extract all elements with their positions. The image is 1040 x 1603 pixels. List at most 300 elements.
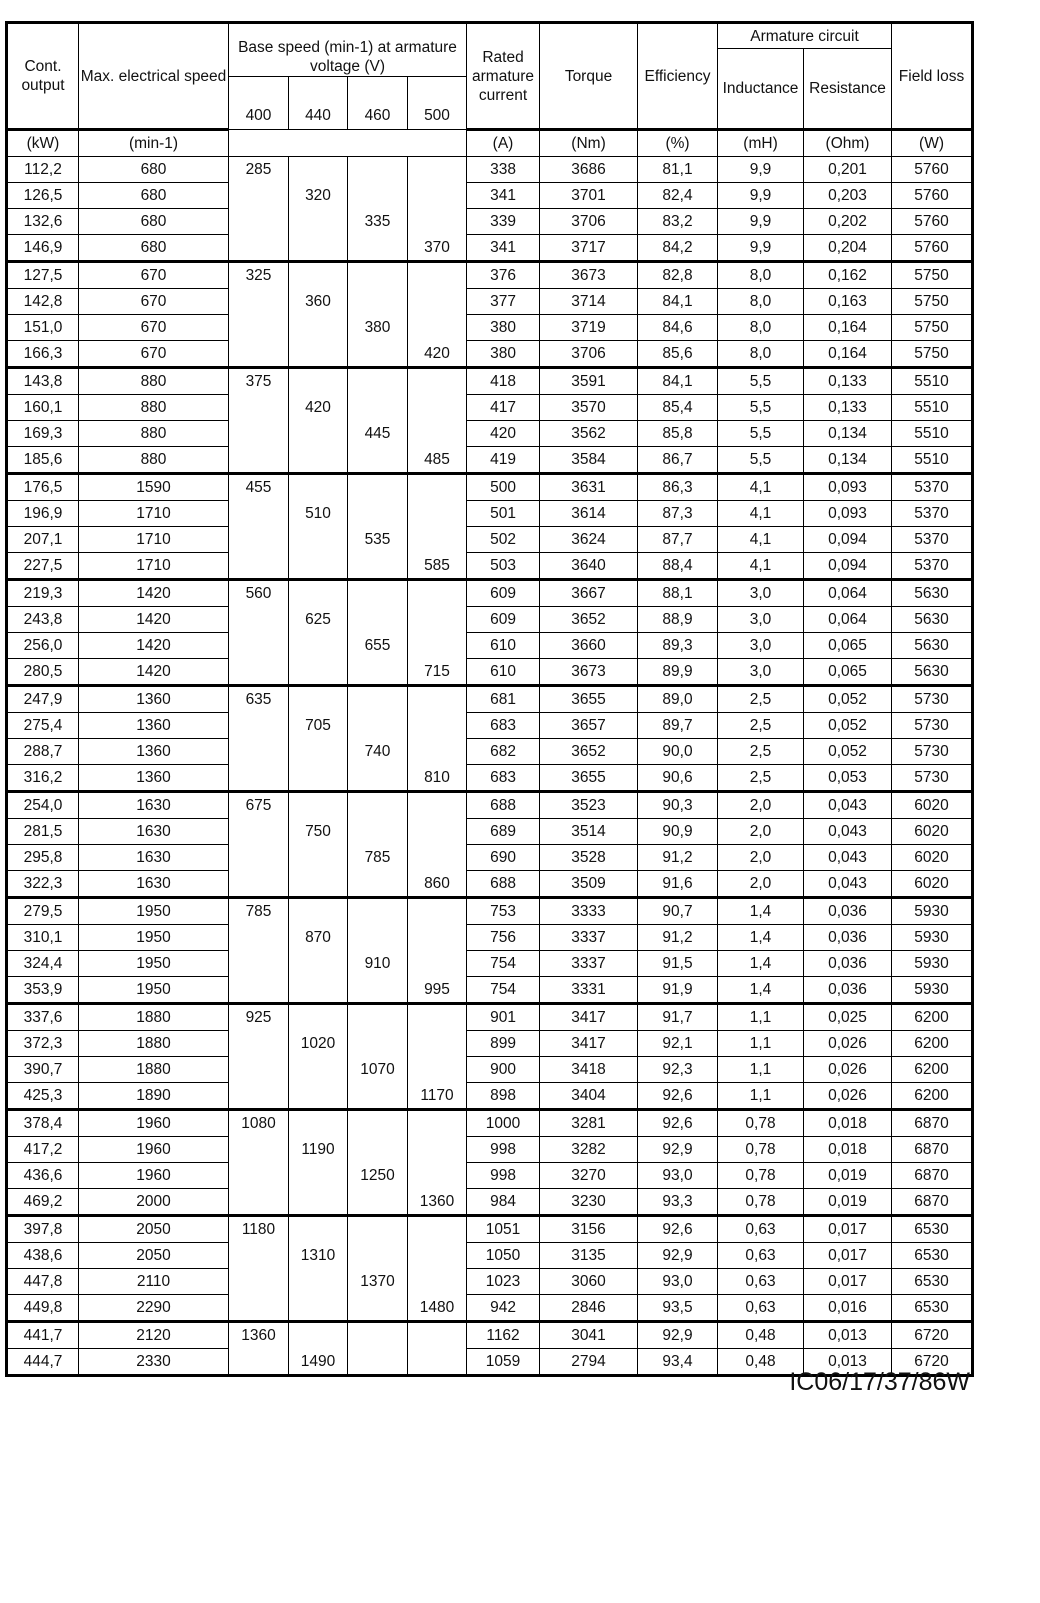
table-cell: 81,1: [638, 157, 718, 183]
table-cell: 5370: [892, 474, 973, 501]
table-cell: 3135: [540, 1243, 638, 1269]
table-row: [7, 1322, 973, 1349]
table-row: [7, 686, 973, 713]
unit-cell: (Ohm): [804, 130, 892, 157]
table-cell: 132,6: [7, 209, 79, 235]
table-cell: 93,4: [638, 1349, 718, 1376]
table-cell: 5930: [892, 951, 973, 977]
table-cell: 93,5: [638, 1295, 718, 1322]
table-cell: [408, 1163, 467, 1189]
table-cell: 6200: [892, 1004, 973, 1031]
table-cell: 142,8: [7, 289, 79, 315]
table-cell: [408, 395, 467, 421]
table-cell: [408, 739, 467, 765]
table-cell: [408, 421, 467, 447]
table-cell: 89,0: [638, 686, 718, 713]
table-cell: 151,0: [7, 315, 79, 341]
header-inductance: Inductance: [718, 49, 804, 130]
table-cell: 5630: [892, 580, 973, 607]
table-row: [7, 1137, 973, 1163]
table-cell: [348, 607, 408, 633]
table-cell: 425,3: [7, 1083, 79, 1110]
table-cell: 341: [467, 235, 540, 262]
table-cell: 585: [408, 553, 467, 580]
table-cell: 8,0: [718, 262, 804, 289]
table-cell: 418: [467, 368, 540, 395]
table-cell: 320: [289, 183, 348, 209]
table-cell: 335: [348, 209, 408, 235]
table-cell: 275,4: [7, 713, 79, 739]
table-cell: 5750: [892, 341, 973, 368]
table-cell: 3614: [540, 501, 638, 527]
table-cell: 279,5: [7, 898, 79, 925]
table-row: [7, 1189, 973, 1216]
table-cell: 160,1: [7, 395, 79, 421]
table-cell: [408, 527, 467, 553]
table-cell: 85,6: [638, 341, 718, 368]
table-cell: 90,7: [638, 898, 718, 925]
table-cell: 449,8: [7, 1295, 79, 1322]
table-row: [7, 819, 973, 845]
table-cell: [229, 633, 289, 659]
table-cell: 0,043: [804, 792, 892, 819]
table-cell: 880: [79, 447, 229, 474]
table-cell: [348, 871, 408, 898]
table-cell: 3591: [540, 368, 638, 395]
table-cell: [289, 1295, 348, 1322]
table-cell: 3,0: [718, 580, 804, 607]
table-cell: 810: [408, 765, 467, 792]
table-cell: 0,204: [804, 235, 892, 262]
table-cell: 1,4: [718, 925, 804, 951]
table-cell: [408, 183, 467, 209]
table-cell: [408, 845, 467, 871]
table-cell: 5750: [892, 262, 973, 289]
table-cell: 143,8: [7, 368, 79, 395]
table-cell: [348, 395, 408, 421]
table-cell: 984: [467, 1189, 540, 1216]
table-cell: 635: [229, 686, 289, 713]
table-cell: 0,163: [804, 289, 892, 315]
table-cell: 0,017: [804, 1243, 892, 1269]
table-cell: 0,78: [718, 1137, 804, 1163]
table-cell: [408, 792, 467, 819]
table-cell: 2,5: [718, 739, 804, 765]
table-cell: 88,4: [638, 553, 718, 580]
table-cell: [289, 977, 348, 1004]
table-cell: [229, 1083, 289, 1110]
table-cell: 0,48: [718, 1349, 804, 1376]
table-cell: 5370: [892, 501, 973, 527]
header-torque: Torque: [540, 23, 638, 130]
table-cell: 5730: [892, 713, 973, 739]
table-cell: [289, 262, 348, 289]
table-cell: 0,78: [718, 1163, 804, 1189]
table-cell: [408, 501, 467, 527]
table-cell: [348, 713, 408, 739]
table-cell: 750: [289, 819, 348, 845]
table-cell: [229, 421, 289, 447]
table-cell: 0,63: [718, 1269, 804, 1295]
table-cell: 3282: [540, 1137, 638, 1163]
table-cell: [229, 659, 289, 686]
header-field-loss: Field loss: [892, 23, 973, 130]
table-row: [7, 501, 973, 527]
table-cell: 740: [348, 739, 408, 765]
table-cell: [289, 1189, 348, 1216]
table-cell: 2290: [79, 1295, 229, 1322]
table-cell: [348, 977, 408, 1004]
table-cell: 84,1: [638, 289, 718, 315]
table-cell: 5730: [892, 686, 973, 713]
table-cell: [289, 527, 348, 553]
table-cell: 88,9: [638, 607, 718, 633]
table-cell: [289, 421, 348, 447]
table-cell: [229, 1349, 289, 1376]
table-cell: 5,5: [718, 421, 804, 447]
table-cell: 5930: [892, 977, 973, 1004]
table-cell: [348, 1322, 408, 1349]
table-cell: 86,3: [638, 474, 718, 501]
unit-cell: (min-1): [79, 130, 229, 157]
table-cell: 3230: [540, 1189, 638, 1216]
table-cell: 3660: [540, 633, 638, 659]
table-cell: 6720: [892, 1322, 973, 1349]
table-cell: 3701: [540, 183, 638, 209]
table-cell: [289, 686, 348, 713]
unit-cell: (%): [638, 130, 718, 157]
table-cell: 3514: [540, 819, 638, 845]
table-cell: 0,065: [804, 659, 892, 686]
table-cell: [289, 1110, 348, 1137]
table-cell: 3657: [540, 713, 638, 739]
table-cell: 683: [467, 765, 540, 792]
table-cell: 0,036: [804, 925, 892, 951]
table-cell: 3673: [540, 659, 638, 686]
table-cell: 0,133: [804, 368, 892, 395]
table-cell: [289, 659, 348, 686]
table-row: [7, 633, 973, 659]
table-cell: [229, 607, 289, 633]
table-cell: 1,1: [718, 1083, 804, 1110]
table-cell: [289, 474, 348, 501]
table-row: [7, 898, 973, 925]
table-cell: 688: [467, 871, 540, 898]
table-cell: [289, 315, 348, 341]
table-cell: 3631: [540, 474, 638, 501]
table-cell: 3281: [540, 1110, 638, 1137]
table-cell: 690: [467, 845, 540, 871]
table-cell: 688: [467, 792, 540, 819]
table-cell: [289, 157, 348, 183]
table-cell: [289, 235, 348, 262]
table-cell: 880: [79, 421, 229, 447]
table-cell: 6020: [892, 792, 973, 819]
table-cell: [348, 1189, 408, 1216]
table-cell: 87,7: [638, 527, 718, 553]
unit-cell: (A): [467, 130, 540, 157]
table-cell: 372,3: [7, 1031, 79, 1057]
table-cell: 86,7: [638, 447, 718, 474]
table-cell: 0,065: [804, 633, 892, 659]
table-cell: [408, 262, 467, 289]
table-cell: 998: [467, 1163, 540, 1189]
table-cell: 0,019: [804, 1189, 892, 1216]
table-cell: 5630: [892, 633, 973, 659]
table-row: [7, 1216, 973, 1243]
table-cell: 85,4: [638, 395, 718, 421]
table-cell: 5730: [892, 739, 973, 765]
table-cell: [289, 951, 348, 977]
table-cell: [348, 553, 408, 580]
table-cell: [229, 553, 289, 580]
table-cell: [289, 633, 348, 659]
table-cell: [229, 845, 289, 871]
table-cell: 310,1: [7, 925, 79, 951]
table-cell: 3570: [540, 395, 638, 421]
table-cell: [348, 235, 408, 262]
table-cell: 3509: [540, 871, 638, 898]
table-cell: 376: [467, 262, 540, 289]
table-cell: 93,3: [638, 1189, 718, 1216]
table-cell: [408, 368, 467, 395]
table-cell: 3584: [540, 447, 638, 474]
table-cell: 681: [467, 686, 540, 713]
header-cont-output: Cont. output: [7, 23, 79, 130]
table-header: [7, 23, 973, 157]
table-cell: 227,5: [7, 553, 79, 580]
table-cell: 93,0: [638, 1269, 718, 1295]
table-row: [7, 951, 973, 977]
table-cell: [408, 607, 467, 633]
table-cell: 1370: [348, 1269, 408, 1295]
table-cell: 2050: [79, 1243, 229, 1269]
table-cell: 447,8: [7, 1269, 79, 1295]
table-cell: 337,6: [7, 1004, 79, 1031]
table-cell: 322,3: [7, 871, 79, 898]
table-cell: 3523: [540, 792, 638, 819]
table-cell: 1250: [348, 1163, 408, 1189]
table-row: [7, 1031, 973, 1057]
table-cell: 3331: [540, 977, 638, 1004]
table-cell: 84,2: [638, 235, 718, 262]
table-cell: 670: [79, 262, 229, 289]
table-cell: 3655: [540, 686, 638, 713]
table-cell: [408, 209, 467, 235]
table-cell: 880: [79, 368, 229, 395]
table-cell: 1710: [79, 501, 229, 527]
table-cell: [408, 713, 467, 739]
table-cell: 2,0: [718, 845, 804, 871]
table-cell: 1080: [229, 1110, 289, 1137]
table-cell: [229, 977, 289, 1004]
table-cell: 166,3: [7, 341, 79, 368]
table-cell: 9,9: [718, 183, 804, 209]
table-cell: 92,9: [638, 1322, 718, 1349]
table-cell: 689: [467, 819, 540, 845]
table-cell: 1490: [289, 1349, 348, 1376]
table-cell: 92,9: [638, 1137, 718, 1163]
table-cell: 0,026: [804, 1057, 892, 1083]
table-cell: [229, 1269, 289, 1295]
table-cell: [348, 925, 408, 951]
table-cell: 2120: [79, 1322, 229, 1349]
table-cell: 0,134: [804, 421, 892, 447]
table-cell: 84,1: [638, 368, 718, 395]
table-cell: [348, 1295, 408, 1322]
table-cell: 0,013: [804, 1322, 892, 1349]
table-cell: 0,036: [804, 951, 892, 977]
table-cell: 609: [467, 607, 540, 633]
table-cell: 1480: [408, 1295, 467, 1322]
table-cell: [229, 235, 289, 262]
table-cell: 680: [79, 209, 229, 235]
table-row: [7, 1057, 973, 1083]
table-cell: [408, 1110, 467, 1137]
table-cell: 2794: [540, 1349, 638, 1376]
table-cell: [229, 183, 289, 209]
table-cell: 995: [408, 977, 467, 1004]
units-row: [7, 130, 973, 157]
table-cell: 455: [229, 474, 289, 501]
table-cell: [289, 553, 348, 580]
table-cell: 5750: [892, 315, 973, 341]
table-cell: 3717: [540, 235, 638, 262]
table-row: [7, 1243, 973, 1269]
table-cell: 670: [79, 289, 229, 315]
table-cell: 900: [467, 1057, 540, 1083]
table-cell: 2,0: [718, 792, 804, 819]
table-cell: [408, 474, 467, 501]
table-cell: 3337: [540, 925, 638, 951]
table-cell: 5370: [892, 553, 973, 580]
table-cell: 785: [348, 845, 408, 871]
table-cell: 1,4: [718, 898, 804, 925]
table-cell: 0,018: [804, 1137, 892, 1163]
table-cell: 3,0: [718, 607, 804, 633]
table-cell: 5,5: [718, 368, 804, 395]
table-row: [7, 235, 973, 262]
table-cell: 1710: [79, 553, 229, 580]
table-cell: 0,63: [718, 1216, 804, 1243]
table-cell: [408, 633, 467, 659]
table-cell: [408, 898, 467, 925]
table-cell: 91,9: [638, 977, 718, 1004]
table-row: [7, 765, 973, 792]
table-cell: [348, 368, 408, 395]
table-cell: 243,8: [7, 607, 79, 633]
table-cell: 380: [348, 315, 408, 341]
table-cell: 0,093: [804, 501, 892, 527]
table-cell: [348, 765, 408, 792]
table-cell: 92,6: [638, 1216, 718, 1243]
table-cell: 675: [229, 792, 289, 819]
table-cell: 683: [467, 713, 540, 739]
table-cell: [289, 845, 348, 871]
table-row: [7, 527, 973, 553]
table-cell: 1630: [79, 871, 229, 898]
table-cell: 715: [408, 659, 467, 686]
table-cell: 5510: [892, 421, 973, 447]
table-cell: 785: [229, 898, 289, 925]
table-cell: 870: [289, 925, 348, 951]
table-row: [7, 262, 973, 289]
table-cell: 1360: [79, 713, 229, 739]
table-cell: 1070: [348, 1057, 408, 1083]
table-cell: 1,4: [718, 951, 804, 977]
table-row: [7, 977, 973, 1004]
table-cell: 1,1: [718, 1057, 804, 1083]
table-cell: [289, 792, 348, 819]
table-cell: 3706: [540, 209, 638, 235]
table-cell: 419: [467, 447, 540, 474]
header-efficiency: Efficiency: [638, 23, 718, 130]
table-cell: 0,026: [804, 1083, 892, 1110]
table-cell: 390,7: [7, 1057, 79, 1083]
table-cell: 0,201: [804, 157, 892, 183]
table-cell: [289, 1269, 348, 1295]
table-cell: [348, 1083, 408, 1110]
table-cell: 3686: [540, 157, 638, 183]
table-row: [7, 1163, 973, 1189]
table-cell: [348, 1110, 408, 1137]
table-cell: 3041: [540, 1322, 638, 1349]
table-cell: [348, 898, 408, 925]
table-cell: 1960: [79, 1137, 229, 1163]
table-cell: 610: [467, 659, 540, 686]
table-cell: 0,78: [718, 1189, 804, 1216]
table-cell: [229, 871, 289, 898]
table-cell: 2,5: [718, 713, 804, 739]
table-cell: 5930: [892, 898, 973, 925]
table-cell: [408, 1269, 467, 1295]
table-cell: [229, 1057, 289, 1083]
table-cell: 417: [467, 395, 540, 421]
table-cell: [289, 447, 348, 474]
table-cell: 90,0: [638, 739, 718, 765]
table-cell: 281,5: [7, 819, 79, 845]
table-cell: [229, 1243, 289, 1269]
table-cell: 185,6: [7, 447, 79, 474]
table-cell: 1950: [79, 951, 229, 977]
table-row: [7, 157, 973, 183]
table-cell: [348, 580, 408, 607]
table-row: [7, 739, 973, 765]
table-row: [7, 713, 973, 739]
table-cell: 3640: [540, 553, 638, 580]
table-cell: 2050: [79, 1216, 229, 1243]
table-cell: [408, 1243, 467, 1269]
table-cell: 5510: [892, 368, 973, 395]
table-cell: [289, 1163, 348, 1189]
table-row: [7, 925, 973, 951]
table-cell: [348, 1216, 408, 1243]
table-cell: 5,5: [718, 447, 804, 474]
table-cell: 901: [467, 1004, 540, 1031]
table-cell: 0,164: [804, 341, 892, 368]
table-cell: 0,162: [804, 262, 892, 289]
table-cell: 1,4: [718, 977, 804, 1004]
table-cell: 1360: [229, 1322, 289, 1349]
table-cell: 90,3: [638, 792, 718, 819]
table-cell: 295,8: [7, 845, 79, 871]
table-cell: 339: [467, 209, 540, 235]
table-cell: 9,9: [718, 235, 804, 262]
table-row: [7, 792, 973, 819]
header-base-speed: Base speed (min-1) at armature voltage (V): [229, 23, 467, 77]
table-cell: [289, 209, 348, 235]
table-cell: 625: [289, 607, 348, 633]
